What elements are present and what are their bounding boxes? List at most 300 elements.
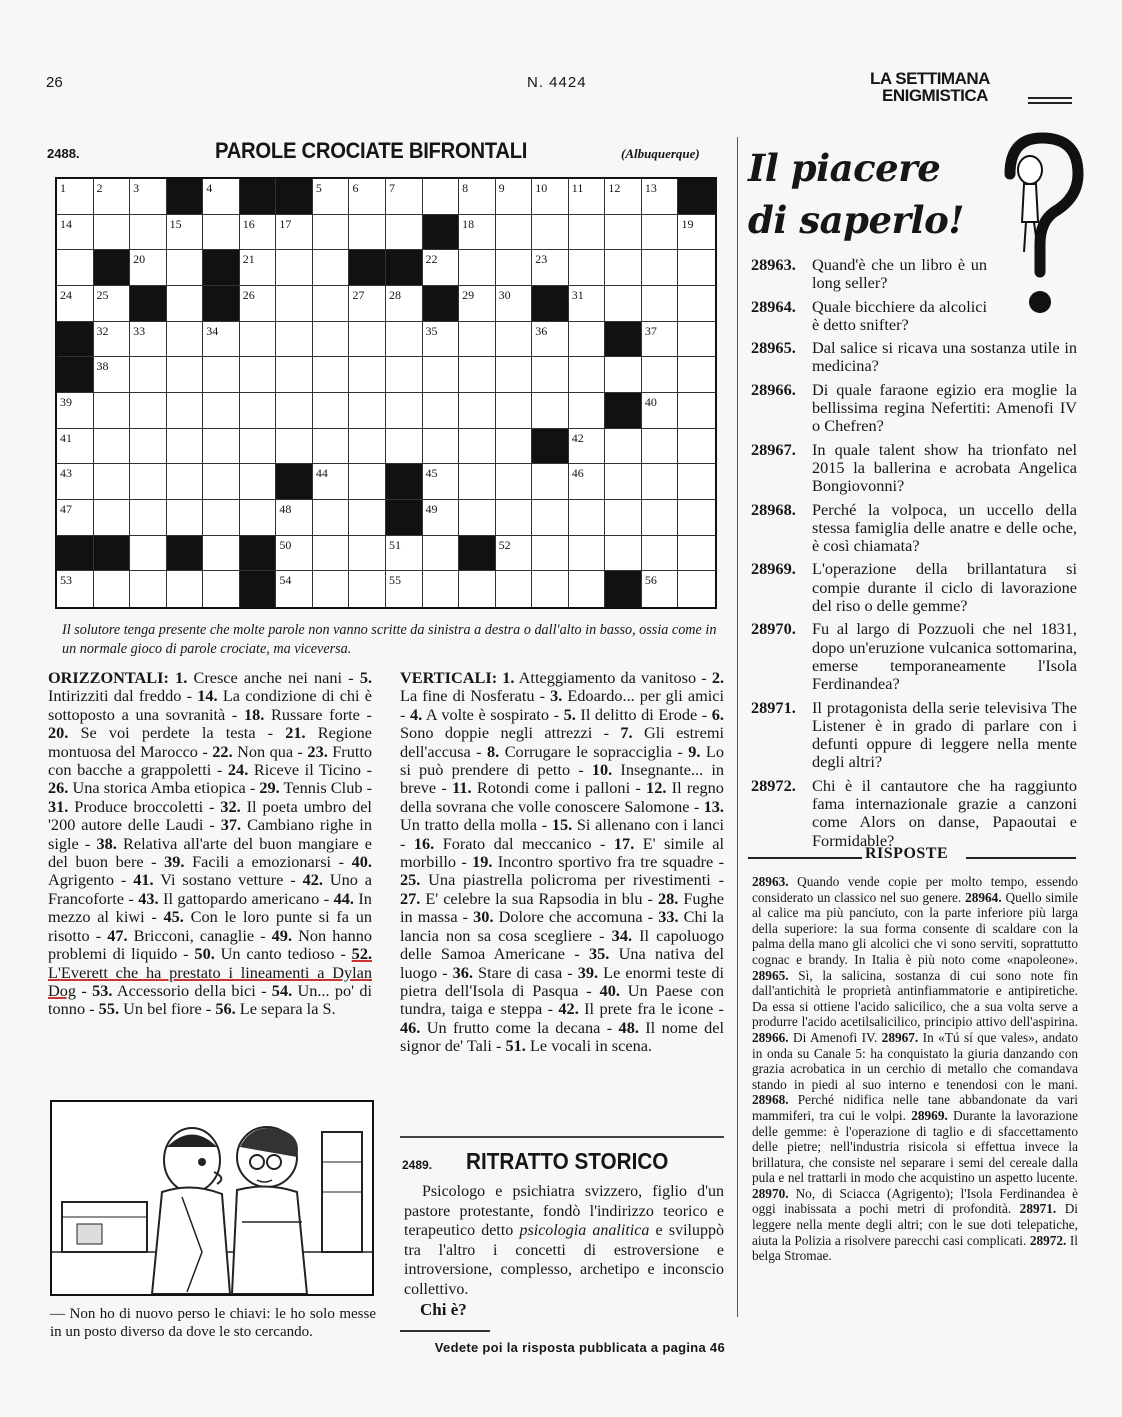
- question-text: Di quale faraone egizio era moglie la bellissima regina Nefertiti: Amenofi IV o Chefren?: [812, 379, 1077, 436]
- clue-number: 22.: [212, 741, 233, 761]
- clue-text: Il regno della sovrana che volle conoscere Salomone: [400, 778, 724, 816]
- question-item: [751, 699, 1077, 772]
- grid-cell: [313, 429, 350, 465]
- grid-cell: [276, 536, 313, 572]
- clue-number: 49.: [271, 925, 293, 945]
- clue: [99, 999, 202, 1018]
- black-cell: [386, 250, 423, 286]
- grid-cell: [678, 571, 715, 607]
- clue-text: La condizione di chi è sottoposto a una sovranità: [48, 686, 373, 724]
- answer-number: 28965.: [752, 967, 789, 983]
- clue-number: 30.: [473, 907, 494, 927]
- clue-text: Una storica Amba etiopica: [72, 778, 246, 798]
- answer-number: 28966.: [752, 1029, 789, 1045]
- grid-cell: [423, 393, 460, 429]
- cell-number: 15: [169, 216, 182, 231]
- black-cell: [276, 179, 313, 215]
- grid-cell: [642, 571, 679, 607]
- grid-cell: [313, 393, 350, 429]
- cell-number: 27: [352, 288, 365, 302]
- clue-number: 16.: [413, 833, 435, 853]
- clue-text: Intirizziti dal freddo: [48, 686, 182, 706]
- black-cell: [349, 250, 386, 286]
- risposte-label: RISPOSTE: [865, 845, 949, 862]
- grid-cell: [386, 393, 423, 429]
- grid-cell: [642, 322, 679, 358]
- clue: [506, 1036, 653, 1055]
- question-text: Dal salice si ricava una sostanza utile in medicina?: [812, 338, 1077, 376]
- cell-number: 19: [681, 216, 694, 231]
- grid-cell: [496, 179, 533, 215]
- clue-number: 3.: [550, 686, 563, 706]
- grid-cell: [642, 500, 679, 536]
- cell-number: 25: [96, 288, 109, 302]
- grid-cell: [57, 179, 94, 215]
- clue-text: Se voi perdete la testa: [80, 723, 256, 743]
- question-number: 28968.: [751, 499, 796, 519]
- black-cell: [532, 286, 569, 322]
- clue-text: Le vocali in scena.: [529, 1036, 653, 1056]
- black-cell: [167, 536, 204, 572]
- clue-number: 41.: [133, 870, 154, 890]
- cell-number: 21: [242, 252, 255, 267]
- answer-text: Quello simile al calice ma più panciuto, con la parte inferiore più larga della superiore: la sua forma consente di scaldare con la palma della mano gli alcolici che vi sono serviti, soprattutto cognac e brandy. In Italia è più noto come «napoleone».: [752, 889, 1078, 967]
- piacere-title: [748, 142, 964, 246]
- logo-line-2: ENIGMISTICA: [882, 86, 988, 105]
- clue: [472, 852, 713, 871]
- grid-cell: [349, 393, 386, 429]
- magazine-logo: [870, 70, 1080, 104]
- cell-number: 29: [462, 288, 475, 302]
- cell-number: 51: [389, 537, 401, 552]
- grid-cell: [130, 464, 167, 500]
- clue-text: E' celebre la sua Rapsodia in blu: [425, 888, 643, 908]
- grid-cell: [642, 357, 679, 393]
- clue-text: Sono doppie negli attrezzi: [400, 723, 593, 743]
- clue: [453, 963, 563, 982]
- clue: [215, 999, 335, 1018]
- clue-number: 32.: [220, 796, 241, 816]
- piacere-title-line-2: di saperlo!: [748, 198, 964, 242]
- black-cell: [57, 357, 94, 393]
- crossword-number: 2488.: [47, 146, 80, 161]
- clue-number: 39.: [577, 962, 599, 982]
- question-number: 28965.: [751, 338, 796, 358]
- clue: [414, 834, 592, 853]
- clue-number: 25.: [400, 870, 421, 890]
- black-cell: [459, 536, 496, 572]
- grid-cell: [313, 357, 350, 393]
- grid-cell: [459, 215, 496, 251]
- grid-cell: [203, 429, 240, 465]
- grid-cell: [532, 179, 569, 215]
- clue-number: 28.: [657, 888, 679, 908]
- grid-cell: [423, 500, 460, 536]
- grid-cell: [496, 500, 533, 536]
- grid-cell: [678, 286, 715, 322]
- grid-cell: [203, 215, 240, 251]
- grid-cell: [203, 536, 240, 572]
- grid-cell: [569, 464, 606, 500]
- grid-cell: [496, 536, 533, 572]
- grid-cell: [167, 286, 204, 322]
- cell-number: 53: [60, 573, 72, 588]
- clue-number: 52.: [351, 944, 373, 964]
- grid-cell: [569, 250, 606, 286]
- clue-text: Bricconi, canaglie: [133, 925, 255, 945]
- clue: [502, 668, 696, 687]
- clue-number: 1.: [502, 668, 515, 687]
- clue: [194, 944, 334, 963]
- answer-text: Il belga Stromae.: [752, 1232, 1078, 1264]
- clue-number: 40.: [599, 980, 620, 1000]
- clue: [133, 870, 283, 889]
- grid-cell: [203, 571, 240, 607]
- grid-cell: [605, 429, 642, 465]
- clue-number: 38.: [96, 833, 117, 853]
- grid-cell: [167, 322, 204, 358]
- cell-number: 9: [498, 181, 505, 195]
- clues-label: ORIZZONTALI:: [48, 668, 169, 687]
- grid-cell: [496, 464, 533, 500]
- clue-number: 4.: [410, 704, 423, 724]
- ritratto-footer: Vedete poi la risposta pubblicata a pagina 46: [434, 1340, 725, 1355]
- grid-cell: [459, 429, 496, 465]
- clue-number: 36.: [452, 962, 473, 982]
- grid-cell: [203, 393, 240, 429]
- grid-cell: [569, 215, 606, 251]
- clue: [175, 668, 342, 687]
- clue-number: 11.: [452, 778, 472, 798]
- clue-text: Vi sostano vetture: [160, 870, 284, 890]
- grid-cell: [349, 179, 386, 215]
- answer-number: 28971.: [1019, 1201, 1057, 1217]
- grid-cell: [532, 393, 569, 429]
- clue-number: 6.: [711, 704, 724, 724]
- ritratto-title: RITRATTO STORICO: [466, 1148, 669, 1174]
- question-text: Fu al largo di Pozzuoli che nel 1831, dopo un'eruzione vulcanica sottomarina, emerse temporaneamente l'Isola Ferdinandea?: [812, 619, 1077, 694]
- clue-text: Il capoluogo delle Samoa Americane: [400, 925, 725, 964]
- clue-text: Un frutto come la decana: [426, 1017, 601, 1037]
- grid-cell: [678, 500, 715, 536]
- grid-cell: [423, 571, 460, 607]
- clue-number: 33.: [658, 907, 679, 927]
- logo-bars: [1028, 97, 1072, 104]
- grid-cell: [313, 464, 350, 500]
- grid-cell: [496, 322, 533, 358]
- black-cell: [203, 250, 240, 286]
- clue: [92, 981, 256, 1000]
- clue-number: 35.: [589, 944, 610, 964]
- clue-text: Insegnante... in breve: [400, 760, 724, 798]
- question-item: [751, 339, 1077, 376]
- issue-number: N. 4424: [527, 74, 587, 91]
- grid-cell: [130, 393, 167, 429]
- question-item: [751, 298, 1077, 335]
- black-cell: [605, 322, 642, 358]
- question-number: 28972.: [751, 775, 796, 795]
- cell-number: 22: [425, 252, 438, 267]
- grid-cell: [459, 286, 496, 322]
- grid-cell: [276, 429, 313, 465]
- logo-line-1: LA SETTIMANA: [870, 69, 990, 88]
- black-cell: [605, 393, 642, 429]
- grid-cell: [605, 536, 642, 572]
- grid-cell: [569, 322, 606, 358]
- grid-cell: [496, 215, 533, 251]
- clue-number: 17.: [613, 833, 635, 853]
- cell-number: 55: [389, 573, 401, 588]
- clue-text: Produce broccoletti: [74, 796, 204, 816]
- clue: [550, 686, 724, 705]
- grid-cell: [94, 179, 131, 215]
- answer-text: Durante la lavorazione delle gemme: è l'operazione di taglio e di sfaccettamento delle pietre; nell'industria risicola si effettua invece la brillatura, che consiste nel separare i semi del cereale dalla pula e nel trattarli in modo che acquistino un aspetto lucente.: [752, 1107, 1079, 1186]
- clue-text: Con le loro punte si fa un risotto: [48, 907, 373, 945]
- answer-text: Di Amenofi IV.: [792, 1029, 878, 1045]
- grid-cell: [642, 536, 679, 572]
- clue-text: Un... po' di tonno: [48, 980, 373, 1019]
- clue: [400, 889, 643, 908]
- clue-number: 7.: [620, 723, 633, 743]
- grid-cell: [94, 322, 131, 358]
- grid-cell: [423, 357, 460, 393]
- clues-down: VERTICALI: 1. Atteggiamento da vanitoso - 2. La fine di Nosferatu - 3. Edoardo... per gli amici - 4. A volte è sospirato - 5. Il delitto di Erode - 6. Sono doppie negli attrezzi - 7. Gli estremi dell'accusa - 8. Corrugare le sopracciglia - 9. Lo si può prendere di petto - 10. Insegnante... in breve - 11. Rotondi come i palloni - 12. Il regno della sovrana che volle conoscere Salomone - 13. Un tratto della molla - 15. Si allenano con i lanci - 16. Forato dal meccanico - 17. E' simile al morbillo - 19. Incontro sportivo fra tre squadre - 25. Una piastrella policroma per rivestimenti - 27. E' celebre la sua Rapsodia in blu - 28. Fughe in massa - 30. Dolore che accomuna - 33. Chi la lancia non sa cosa scegliere - 34. Il capoluogo delle Samoa Americane - 35. Una nativa del luogo - 36. Stare di casa - 39. Le enormi teste di pietra dell'Isola di Pasqua - 40. Un Paese con tundra, taiga e steppa - 42. Il prete fra le icone - 46. Un frutto come la decana - 48. Il nome del signor de' Tali - 51. Le vocali in scena.: [400, 668, 725, 1056]
- grid-cell: [276, 393, 313, 429]
- grid-cell: [605, 500, 642, 536]
- clue: [400, 870, 711, 889]
- grid-cell: [167, 429, 204, 465]
- cell-number: 42: [571, 430, 584, 445]
- grid-cell: [57, 286, 94, 322]
- clue-text: Riceve il Ticino: [253, 760, 361, 780]
- clue: [564, 705, 698, 724]
- clue-text: Frutto con bacche a grappoletti: [48, 741, 373, 780]
- clue: [558, 999, 713, 1018]
- grid-cell: [532, 250, 569, 286]
- clue-text: Fughe in massa: [400, 888, 725, 927]
- grid-cell: [167, 500, 204, 536]
- cartoon-drawing: [52, 1102, 372, 1294]
- clue-text: Il delitto di Erode: [580, 704, 698, 724]
- answer-number: 28972.: [1029, 1232, 1067, 1248]
- grid-cell: [240, 250, 277, 286]
- grid-cell: [349, 571, 386, 607]
- clue-text: Il gattopardo americano: [163, 888, 320, 908]
- grid-cell: [423, 464, 460, 500]
- grid-cell: [130, 357, 167, 393]
- grid-cell: [678, 536, 715, 572]
- question-item: [751, 560, 1077, 615]
- answer-number: 28963.: [752, 874, 789, 889]
- cell-number: 47: [60, 502, 72, 516]
- grid-cell: [203, 464, 240, 500]
- clue-text: Tennis Club: [283, 778, 363, 798]
- grid-cell: [313, 215, 350, 251]
- question-item: [751, 256, 1077, 293]
- clue-number: 1.: [175, 668, 188, 687]
- grid-cell: [678, 393, 715, 429]
- grid-cell: [496, 429, 533, 465]
- black-cell: [130, 286, 167, 322]
- question-number: 28964.: [751, 296, 796, 316]
- cell-number: 12: [608, 181, 621, 195]
- piacere-title-line-1: Il piacere: [748, 146, 941, 190]
- grid-cell: [569, 500, 606, 536]
- grid-cell: [349, 464, 386, 500]
- clue: [138, 889, 319, 908]
- question-item: [751, 441, 1077, 496]
- grid-cell: [313, 536, 350, 572]
- grid-cell: [240, 357, 277, 393]
- grid-cell: [423, 179, 460, 215]
- clue-number: 37.: [220, 815, 242, 835]
- grid-cell: [130, 429, 167, 465]
- grid-cell: [94, 464, 131, 500]
- question-item: [751, 777, 1077, 850]
- cell-number: 4: [206, 181, 213, 195]
- clue-number: 13.: [703, 796, 724, 816]
- grid-cell: [386, 571, 423, 607]
- cell-number: 16: [242, 216, 255, 231]
- black-cell: [94, 536, 131, 572]
- cell-number: 35: [425, 323, 438, 338]
- clue-text: Il nome del signor de' Tali: [400, 1017, 724, 1056]
- grid-cell: [532, 500, 569, 536]
- clue-number: 5.: [359, 668, 373, 687]
- clue-number: 42.: [302, 870, 323, 890]
- grid-cell: [130, 571, 167, 607]
- grid-cell: [423, 322, 460, 358]
- clue-number: 18.: [243, 704, 265, 724]
- grid-cell: [386, 322, 423, 358]
- cell-number: 49: [425, 502, 438, 516]
- black-cell: [423, 286, 460, 322]
- grid-cell: [203, 500, 240, 536]
- black-cell: [276, 464, 313, 500]
- clue-number: 19.: [472, 852, 493, 872]
- answer-number: 28964.: [965, 889, 1002, 905]
- clue: [48, 723, 256, 742]
- clue-number: 23.: [307, 741, 328, 761]
- grid-cell: [203, 322, 240, 358]
- grid-cell: [678, 250, 715, 286]
- grid-cell: [459, 571, 496, 607]
- grid-cell: [276, 286, 313, 322]
- clue-number: 14.: [197, 686, 218, 706]
- clue-number: 42.: [558, 999, 579, 1019]
- grid-cell: [349, 357, 386, 393]
- cell-number: 34: [206, 323, 219, 338]
- grid-cell: [94, 393, 131, 429]
- clue-text: Cresce anche nei nani: [193, 668, 343, 687]
- clue-number: 24.: [227, 760, 249, 780]
- clue-text: Edoardo... per gli amici: [567, 686, 725, 706]
- grid-cell: [94, 215, 131, 251]
- clue-text: Corrugare le sopracciglia: [504, 741, 672, 761]
- clues-label: VERTICALI:: [400, 668, 498, 687]
- question-item: [751, 620, 1077, 693]
- grid-cell: [642, 179, 679, 215]
- clue-text: Lo si può prendere di petto: [400, 741, 724, 780]
- grid-cell: [496, 571, 533, 607]
- grid-cell: [569, 179, 606, 215]
- cell-number: 13: [644, 181, 657, 195]
- answer-text: Perché nidifica nelle tane abbandonate da vari mammiferi, tra cui le volpi.: [752, 1092, 1079, 1123]
- clue: [164, 852, 331, 871]
- grid-cell: [130, 215, 167, 251]
- cell-number: 26: [242, 288, 255, 302]
- grid-cell: [605, 357, 642, 393]
- black-cell: [423, 215, 460, 251]
- crossword-grid: [55, 177, 717, 609]
- grid-cell: [57, 500, 94, 536]
- clue-text: Agrigento: [48, 870, 115, 890]
- grid-cell: [532, 536, 569, 572]
- clue-text: Un bel fiore: [123, 999, 202, 1019]
- grid-cell: [678, 429, 715, 465]
- clue-text: Una piastrella policroma per rivestimenti: [428, 870, 711, 890]
- grid-cell: [459, 322, 496, 358]
- grid-cell: [349, 536, 386, 572]
- cell-number: 54: [279, 573, 292, 588]
- cell-number: 56: [644, 573, 657, 588]
- clue-number: 9.: [688, 741, 701, 761]
- black-cell: [57, 536, 94, 572]
- answer-number: 28969.: [911, 1107, 948, 1123]
- grid-cell: [94, 357, 131, 393]
- grid-cell: [532, 464, 569, 500]
- question-item: [751, 381, 1077, 436]
- grid-cell: [642, 286, 679, 322]
- grid-cell: [423, 536, 460, 572]
- cell-number: 20: [133, 252, 146, 267]
- grid-cell: [349, 429, 386, 465]
- cell-number: 48: [279, 502, 292, 516]
- black-cell: [678, 179, 715, 215]
- clue-number: 8.: [487, 741, 500, 761]
- grid-cell: [167, 357, 204, 393]
- grid-cell: [569, 286, 606, 322]
- grid-cell: [130, 536, 167, 572]
- grid-cell: [678, 464, 715, 500]
- answer-number: 28968.: [752, 1092, 789, 1108]
- cartoon-caption: — Non ho di nuovo perso le chiavi: le ho solo messe in un posto diverso da dove le sto cercando.: [50, 1306, 376, 1340]
- grid-cell: [276, 250, 313, 286]
- grid-cell: [496, 250, 533, 286]
- cell-number: 50: [279, 537, 292, 552]
- grid-cell: [313, 322, 350, 358]
- clue-text: Le separa la S.: [239, 999, 336, 1019]
- grid-cell: [167, 215, 204, 251]
- grid-cell: [240, 500, 277, 536]
- clue-number: 50.: [194, 944, 215, 964]
- grid-cell: [459, 250, 496, 286]
- black-cell: [386, 464, 423, 500]
- clue-number: 10.: [591, 760, 613, 780]
- question-number: 28971.: [751, 697, 796, 717]
- clue-number: 2.: [711, 668, 725, 687]
- grid-cell: [423, 250, 460, 286]
- grid-cell: [276, 500, 313, 536]
- cell-number: 7: [389, 181, 395, 195]
- cell-number: 36: [535, 323, 548, 338]
- grid-cell: [605, 215, 642, 251]
- section-divider: [400, 1136, 724, 1138]
- grid-cell: [605, 179, 642, 215]
- grid-cell: [240, 429, 277, 465]
- question-number: 28969.: [751, 559, 796, 579]
- cell-number: 33: [133, 323, 146, 338]
